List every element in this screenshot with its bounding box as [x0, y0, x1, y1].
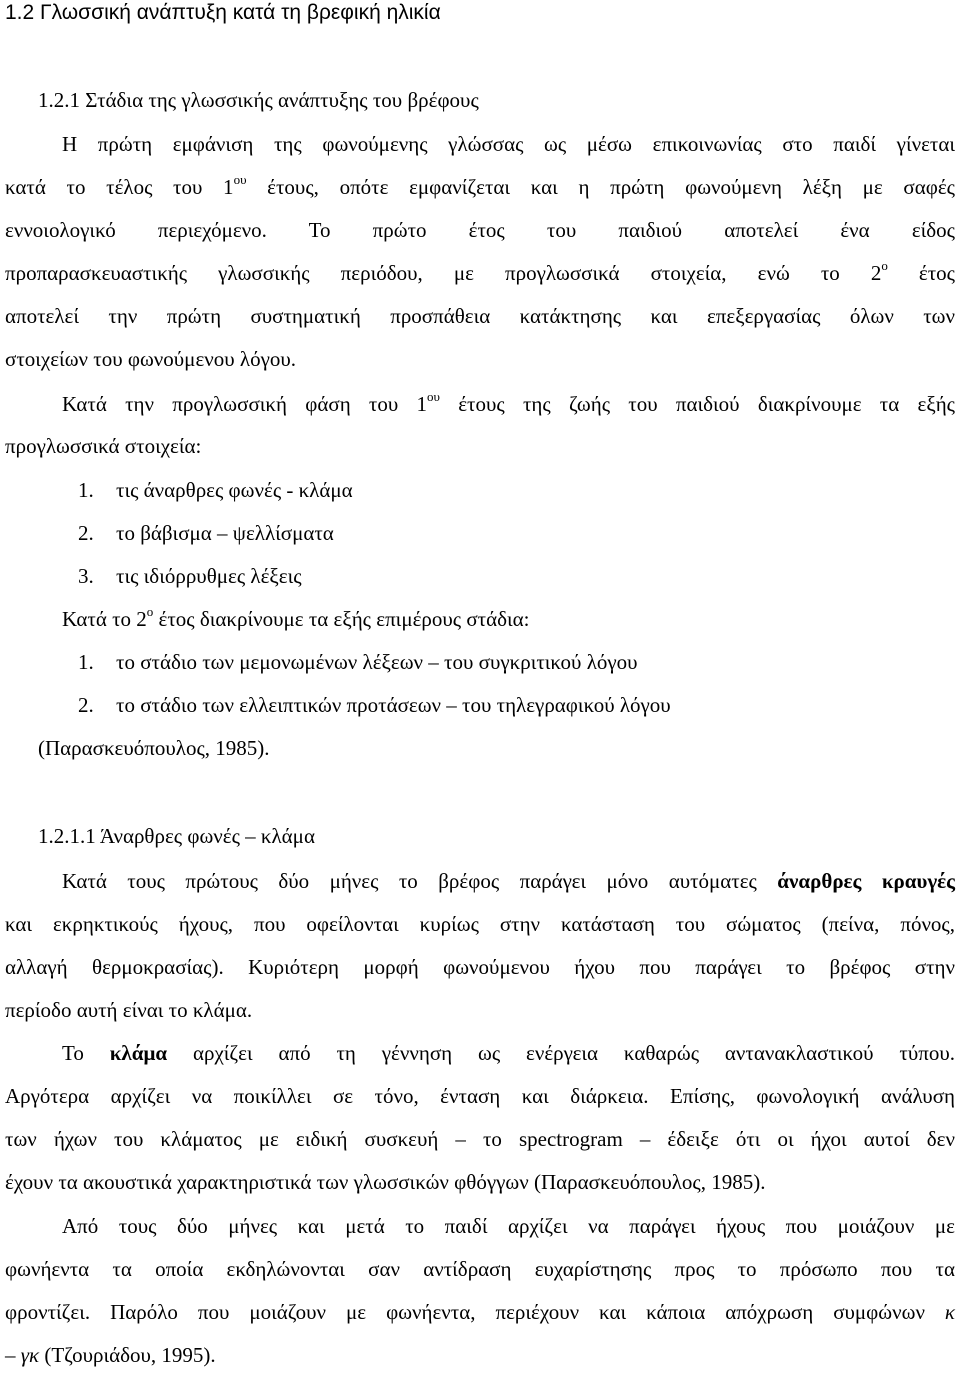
subsubsection-heading: 1.2.1.1 Άναρθρες φωνές – κλάμα	[38, 824, 315, 848]
bold-term: κλάμα	[109, 1041, 168, 1065]
paragraph-line: των ήχων του κλάματος με ειδική συσκευή – το spectrogram – έδειξε ότι οι ήχοι αυτοί δεν	[5, 1127, 955, 1151]
list-item: 2. το βάβισμα – ψελλίσματα	[78, 521, 334, 545]
paragraph-line: Αργότερα αρχίζει να ποικίλλει σε τόνο, ένταση και διάρκεια. Επίσης, φωνολογική ανάλυση	[5, 1084, 955, 1108]
paragraph-line: προπαρασκευαστικής γλωσσικής περιόδου, με προγλωσσικά στοιχεία, ενώ το $2^o$ έτος	[5, 258, 955, 285]
paragraph-line: Κατά το $2^o$ έτος διακρίνουμε τα εξής επιμέρους στάδια:	[62, 604, 530, 631]
paragraph-line: στοιχείων του φωνούμενου λόγου.	[5, 347, 297, 371]
italic-term: γκ	[20, 1343, 40, 1367]
paragraph-line: Κατά την προγλωσσική φάση του $1^{o\upsilon}$ έτους της ζωής του παιδιού διακρίνουμε τα εξής	[62, 389, 955, 416]
section-heading: 1.2 Γλωσσική ανάπτυξη κατά τη βρεφική ηλικία	[5, 1, 441, 24]
paragraph-line: περίοδο αυτή είναι το κλάμα.	[5, 998, 253, 1022]
bold-term: άναρθρες κραυγές	[777, 869, 955, 893]
paragraph-line: αλλαγή θερμοκρασίας). Κυριότερη μορφή φωνούμενου ήχου που παράγει το βρέφος στην	[5, 955, 955, 979]
paragraph-line: Κατά τους πρώτους δύο μήνες το βρέφος παράγει μόνο αυτόματες άναρθρες κραυγές	[62, 869, 955, 893]
citation: (Παρασκευόπουλος, 1985).	[38, 736, 270, 760]
superscript: ο	[146, 604, 154, 619]
paragraph-line: φωνήεντα τα οποία εκδηλώνονται σαν αντίδραση ευχαρίστησης προς το πρόσωπο που τα	[5, 1257, 955, 1281]
list-item: 3. τις ιδιόρρυθμες λέξεις	[78, 564, 302, 588]
superscript: ου	[427, 389, 440, 404]
paragraph-line: Η πρώτη εμφάνιση της φωνούμενης γλώσσας ως μέσω επικοινωνίας στο παιδί γίνεται	[62, 132, 955, 156]
paragraph-line: Από τους δύο μήνες και μετά το παιδί αρχίζει να παράγει ήχους που μοιάζουν με	[62, 1214, 955, 1238]
list-item: 1. το στάδιο των μεμονωμένων λέξεων – του συγκριτικού λόγου	[78, 650, 638, 674]
list-item: 1. τις άναρθρες φωνές - κλάμα	[78, 478, 353, 502]
paragraph-line: και εκρηκτικούς ήχους, που οφείλονται κυρίως στην κατάσταση του σώματος (πείνα, πόνος,	[5, 912, 955, 936]
paragraph-line: Το κλάμα αρχίζει από τη γέννηση ως ενέργεια καθαρώς αντανακλαστικού τύπου.	[62, 1041, 955, 1065]
paragraph-line: – γκ (Τζουριάδου, 1995).	[5, 1343, 216, 1367]
superscript: ου	[233, 172, 247, 187]
paragraph-line: αποτελεί την πρώτη συστηματική προσπάθεια κατάκτησης και επεξεργασίας όλων των	[5, 304, 955, 328]
paragraph-line: προγλωσσικά στοιχεία:	[5, 434, 202, 458]
list-item: 2. το στάδιο των ελλειπτικών προτάσεων – του τηλεγραφικού λόγου	[78, 693, 671, 717]
superscript: ο	[881, 258, 888, 273]
paragraph-line: φροντίζει. Παρόλο που μοιάζουν με φωνήεντα, περιέχουν και κάποια απόχρωση συμφώνων κ	[5, 1300, 955, 1324]
paragraph-line: έχουν τα ακουστικά χαρακτηριστικά των γλωσσικών φθόγγων (Παρασκευόπουλος, 1985).	[5, 1170, 766, 1194]
paragraph-line: κατά το τέλος του $1^{o\upsilon}$ έτους, οπότε εμφανίζεται και η πρώτη φωνούμενη λέξη με σαφές	[5, 172, 955, 199]
paragraph-line: εννοιολογικό περιεχόμενο. Το πρώτο έτος του παιδιού αποτελεί ένα είδος	[5, 218, 955, 242]
subsection-heading: 1.2.1 Στάδια της γλωσσικής ανάπτυξης του βρέφους	[38, 88, 479, 112]
italic-term: κ	[944, 1300, 955, 1324]
